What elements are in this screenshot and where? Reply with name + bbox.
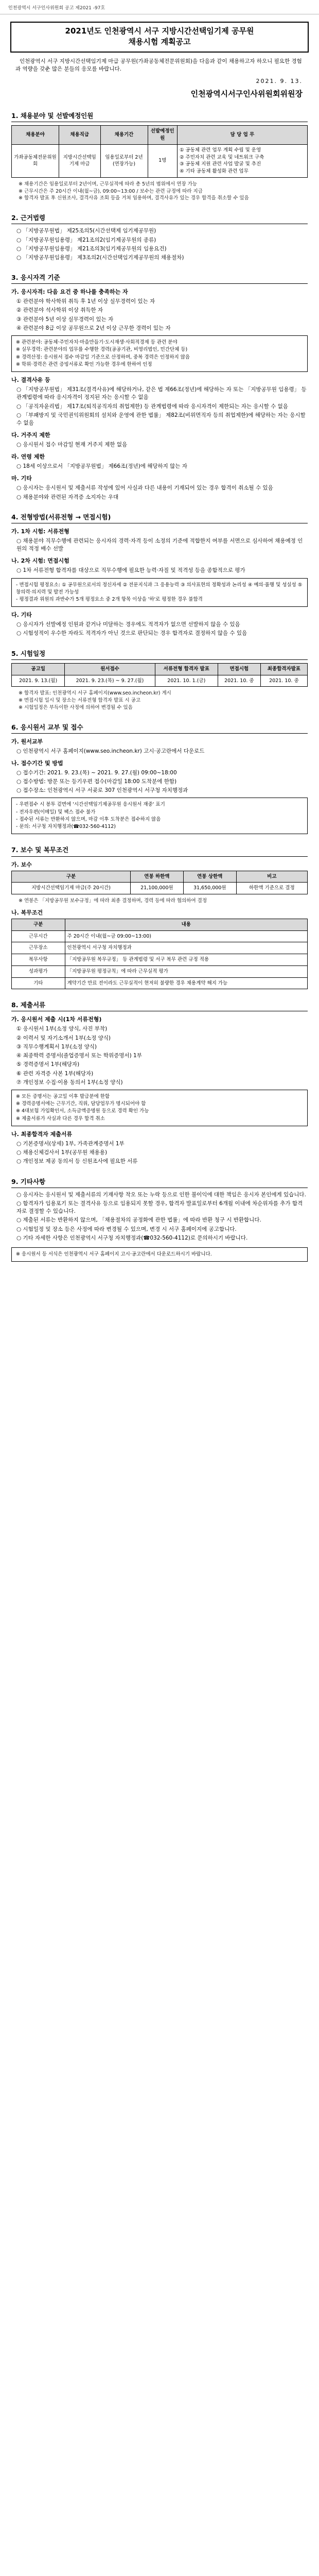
section-documents: [0, 1001, 319, 1165]
section-selection-method: [0, 513, 319, 638]
disqualification-item: ○ 「부패방지 및 국민권익위원회의 설치와 운영에 관한 법률」 제82조(비위면직자 등의 취업제한)에 해당하는 자는 응시할 수 없음: [16, 412, 306, 426]
table-header: 채용기간: [100, 126, 148, 145]
box-line: ※ 실무경력: 관련분야의 업무를 수행한 경력(공공기관, 비영리법인, 민간단체 등): [16, 347, 188, 353]
section-pay: [0, 845, 319, 989]
table-cell: 21,100,000원: [130, 883, 183, 894]
residence-item: ○ 응시원서 접수 마감일 현재 거주지 제한 없음: [16, 442, 128, 448]
box-line: ※ 4대보험 가입확인서, 소득금액증명원 등으로 경력 확인 가능: [16, 1108, 149, 1114]
duty-item: ② 주민자치 관련 교육 및 네트워크 구축: [180, 154, 264, 160]
disqualification-item: ○ 「지방공무원법」 제31조(결격사유)에 해당하거나, 같은 법 제66조(정년)에 해당하는 자 또는 「지방공무원 임용령」 등 관계법령에 따라 응시자격이 정지된 자는 응시할 수 없음: [16, 386, 307, 401]
note-line: ※ 연봉은 「지방공무원 보수규정」에 따라 최종 결정하며, 경력 등에 따라 협의하여 결정: [19, 898, 207, 904]
box-line: ※ 경력증명서에는 근무기간, 직위, 담당업무가 명시되어야 함: [16, 1101, 146, 1107]
table-cell: 성과평가: [12, 965, 65, 977]
sub-title: 나. 복무조건: [11, 909, 43, 916]
table-cell: 기타: [12, 977, 65, 989]
method-item: ○ 1차 서류전형 합격자를 대상으로 직무수행에 필요한 능력·자질 및 적격성 등을 종합적으로 평가: [16, 567, 245, 574]
box-line: ※ 관련분야: 공동체·주민자치·마을만들기·도시재생·사회적경제 등 관련 분야: [16, 340, 178, 346]
section-recruitment: [0, 111, 319, 202]
duty-item: ① 공동체 관련 업무 계획 수립 및 운영: [180, 147, 261, 153]
table-header: 최종합격자발표: [260, 663, 307, 675]
table-row: [12, 977, 308, 989]
section-title: 4. 전형방법(서류전형 → 면접시험): [11, 513, 308, 523]
table-cell: 인천광역시 서구청 자치행정과: [65, 942, 308, 954]
document-item: ④ 최종학력 증명서(졸업증명서 또는 학위증명서) 1부: [16, 1053, 142, 1059]
note-line: ※ 근무시간은 주 20시간 이내(월~금), 09:00~13:00 / 보수는 관련 규정에 따라 지급: [19, 188, 203, 194]
table-header: 비고: [236, 871, 307, 883]
application-item: ○ 접수기간: 2021. 9. 23.(목) ~ 2021. 9. 27.(월) 09:00~18:00: [16, 769, 177, 776]
law-item: ○ 「지방공무원임용령」 제21조의2(임기제공무원의 종류): [16, 236, 156, 243]
other-item: ○ 합격자가 임용포기 또는 결격사유 등으로 임용되지 못할 경우, 합격자 발표일로부터 6개월 이내에 차순위자를 추가 합격자로 결정할 수 있습니다.: [16, 1200, 303, 1215]
recruitment-table: [11, 125, 308, 178]
requirement-item: ④ 관련분야 8급 이상 공무원으로 2년 이상 근무한 경력이 있는 자: [16, 325, 171, 331]
sub-title: 나. 2차 시험: 면접시험: [11, 557, 69, 565]
sub-title: 나. 접수기간 및 방법: [11, 759, 63, 767]
section-schedule: [0, 649, 319, 711]
section-eligibility: [0, 273, 319, 501]
table-row: [12, 144, 308, 177]
document-item: ⑦ 개인정보 수집·이용 동의서 1부(소정 양식): [16, 1079, 123, 1086]
section-other: [0, 1177, 319, 1262]
final-document-item: ○ 기본증명서(상세) 1부, 가족관계증명서 1부: [16, 1140, 125, 1147]
sub-title: 라. 연령 제한: [11, 453, 45, 461]
table-cell: 2021. 10. 중: [260, 675, 307, 687]
note-line: ※ 합격자 발표 후 신원조사, 결격사유 조회 등을 거쳐 임용하며, 결격사유가 있는 경우 합격을 취소할 수 있음: [19, 195, 249, 201]
table-row: [12, 942, 308, 954]
requirement-item: ② 관련분야 석사학위 이상 취득한 자: [16, 307, 103, 314]
section-legal-basis: [0, 213, 319, 262]
table-cell: 2021. 9. 13.(월): [12, 675, 65, 687]
table-cell: 근무장소: [12, 942, 65, 954]
duties-cell: [178, 144, 308, 177]
table-cell: 임용일로부터 2년(연장가능): [100, 144, 148, 177]
law-item: ○ 「지방공무원법」 제25조의5(시간선택제 임기제공무원): [16, 228, 156, 234]
application-item: ○ 접수장소: 인천광역시 서구 서곶로 307 인천광역시 서구청 자치행정과: [16, 787, 188, 794]
table-cell: 1명: [148, 144, 178, 177]
table-cell: 지방시간선택임기제 마급: [59, 144, 101, 177]
section-title: 1. 채용분야 및 선발예정인원: [11, 111, 308, 122]
other-item: ○ 시험일정 및 장소 등은 사정에 따라 변경될 수 있으며, 변경 시 서구 홈페이지에 공고합니다.: [16, 1226, 237, 1232]
box-line: ※ 모든 증명서는 공고일 이후 발급분에 한함: [16, 1093, 110, 1099]
box-line: - 접수된 서류는 반환하지 않으며, 마감 이후 도착분은 접수하지 않음: [16, 816, 161, 822]
table-header: 구분: [12, 919, 65, 930]
table-cell: 계약기간 만료 전이라도 근무실적이 현저히 불량한 경우 채용계약 해지 가능: [65, 977, 308, 989]
table-cell: 2021. 10. 1.(금): [155, 675, 218, 687]
box-line: - 평정결과 위원의 과반수가 5개 평정요소 중 2개 항목 이상을 '하'로 평정한 경우 불합격: [16, 597, 203, 602]
box-line: ※ 경력산정: 응시원서 접수 마감일 기준으로 산정하며, 중복 경력은 인정하지 않음: [16, 354, 190, 360]
section-title: 9. 기타사항: [11, 1177, 308, 1188]
notice-number: 인천광역시 서구인사위원회 공고 제2021 -97호: [0, 0, 319, 14]
table-cell: 가좌공동체전문위원회: [12, 144, 59, 177]
notice-title-line2: 채용시험 계획공고: [128, 37, 191, 47]
box-line: ※ 제출서류가 사실과 다른 경우 합격 취소: [16, 1115, 105, 1122]
section-application: [0, 723, 319, 835]
sub-title: 가. 1차 시험: 서류전형: [11, 528, 69, 535]
table-header: 서류전형 합격자 발표: [155, 663, 218, 675]
table-cell: 복무사항: [12, 954, 65, 966]
sub-title: 다. 거주지 제한: [11, 432, 50, 439]
table-header: 선발예정인원: [148, 126, 178, 145]
sub-title: 다. 기타: [11, 612, 32, 619]
table-row: [12, 930, 308, 942]
notice-title-line1: 2021년도 인천광역시 서구 지방시간선택임기제 공무원: [65, 26, 254, 36]
table-cell: 2021. 9. 23.(목) ~ 9. 27.(월): [65, 675, 155, 687]
notice-date: 2021. 9. 13.: [256, 78, 303, 85]
law-item: ○ 「지방공무원임용령」 제21조의3(임기제공무원의 임용요건): [16, 245, 167, 252]
duty-item: ③ 공동체 지원 관련 사업 발굴 및 추진: [180, 161, 261, 167]
section-title: 6. 응시원서 교부 및 접수: [11, 723, 308, 734]
application-notes-box: [11, 798, 308, 834]
table-cell: 「지방공무원 복무규정」 등 관계법령 및 서구 복무 관련 규정 적용: [65, 954, 308, 966]
requirement-item: ① 관련분야 학사학위 취득 후 1년 이상 실무경력이 있는 자: [16, 298, 155, 305]
table-cell: 근무시간: [12, 930, 65, 942]
box-line: - 면접시험 평정요소: ① 공무원으로서의 정신자세 ② 전문지식과 그 응용능력 ③ 의사표현의 정확성과 논리성 ④ 예의·품행 및 성실성 ⑤ 창의력·의지력 및 발전 가능성: [16, 582, 303, 595]
requirement-notes-box: [11, 335, 308, 372]
note-line: ※ 합격자 발표: 인천광역시 서구 홈페이지(www.seo.incheon.kr) 게시: [19, 690, 171, 697]
sub-title: 가. 보수: [11, 861, 32, 868]
note-line: ※ 시험일정은 부득이한 사정에 의하여 변경될 수 있음: [19, 704, 133, 710]
sub-title: 나. 최종합격자 제출서류: [11, 1130, 73, 1138]
table-header: 담 당 업 무: [178, 126, 308, 145]
sub-title: 마. 기타: [11, 475, 32, 482]
application-item: ○ 인천광역시 서구 홈페이지(www.seo.incheon.kr) 고시·공고란에서 다운로드: [16, 748, 205, 754]
note-line: ※ 채용기간은 임용일로부터 2년이며, 근무실적에 따라 총 5년의 범위에서 연장 가능: [19, 181, 197, 187]
table-header: 연봉 상한액: [183, 871, 236, 883]
closing-line: ※ 응시원서 등 서식은 인천광역시 서구 홈페이지 고시·공고란에서 다운로드하시기 바랍니다.: [16, 1251, 212, 1257]
document-item: ⑥ 관련 자격증 사본 1부(해당자): [16, 1070, 94, 1077]
table-cell: 지방시간선택임기제 마급(주 20시간): [12, 883, 131, 894]
table-header: 채용분야: [12, 126, 59, 145]
etc-item: ○ 채용분야와 관련된 자격증 소지자는 우대: [16, 494, 119, 500]
other-item: ○ 응시자는 응시원서 및 제출서류의 기재사항 착오 또는 누락 등으로 인한 불이익에 대한 책임은 응시자 본인에게 있습니다.: [16, 1191, 306, 1198]
notice-title-box: [10, 22, 309, 53]
sub-title: 나. 결격사유 등: [11, 377, 50, 384]
interview-criteria-box: [11, 578, 308, 607]
sub-title: 가. 응시자격: 다음 요건 중 하나를 충족하는 자: [11, 289, 128, 296]
notice-signer: 인천광역시서구인사위원회위원장: [190, 89, 303, 99]
table-header: 연봉 하한액: [130, 871, 183, 883]
etc-item: ○ 응시자는 응시원서 및 제출서류 작성에 있어 사실과 다른 내용이 기재되어 있는 경우 합격이 취소될 수 있음: [16, 485, 273, 492]
disqualification-item: ○ 「공직자윤리법」 제17조(퇴직공직자의 취업제한) 등 관계법령에 따라 응시자격이 제한되는 자는 응시할 수 없음: [16, 403, 288, 410]
document-item: ③ 직무수행계획서 1부(소정 양식): [16, 1043, 97, 1050]
sub-title: 가. 응시원서 제출 시(1차 서류전형): [11, 1016, 102, 1023]
sub-title: 가. 원서교부: [11, 738, 43, 745]
method-item: ○ 채용분야 직무수행에 관련되는 응시자의 경력·자격 등이 소정의 기준에 적합한지 여부를 서면으로 심사하여 채용예정 인원의 적정 배수 선발: [16, 537, 303, 552]
document-notes-box: [11, 1090, 308, 1126]
duty-item: ④ 기타 공동체 활성화 관련 업무: [180, 168, 249, 175]
other-item: ○ 기타 자세한 사항은 인천광역시 서구청 자치행정과(☎032-560-4112)로 문의하시기 바랍니다.: [16, 1234, 248, 1241]
table-header: 구분: [12, 871, 131, 883]
document-item: ① 응시원서 1부(소정 양식, 사진 부착): [16, 1026, 108, 1032]
method-item: ○ 응시자가 선발예정 인원과 같거나 미달하는 경우에도 적격자가 없으면 선발하지 않을 수 있음: [16, 621, 240, 628]
closing-box: [11, 1247, 308, 1262]
note-line: ※ 면접시험 일시 및 장소는 서류전형 합격자 발표 시 공고: [19, 698, 141, 704]
box-line: - 우편접수 시 봉투 겉면에 '시간선택임기제공무원 응시원서 재중' 표기: [16, 802, 165, 808]
section-title: 2. 근거법령: [11, 213, 308, 224]
table-header: 공고일: [12, 663, 65, 675]
pay-table: [11, 871, 308, 895]
document-item: ② 이력서 및 자기소개서 1부(소정 양식): [16, 1035, 111, 1041]
section-title: 3. 응시자격 기준: [11, 273, 308, 284]
other-item: ○ 제출된 서류는 반환하지 않으며, 「채용절차의 공정화에 관한 법률」에 따라 반환 청구 시 반환합니다.: [16, 1217, 261, 1224]
box-line: - 전자우편(이메일) 및 팩스 접수 불가: [16, 809, 96, 815]
application-item: ○ 접수방법: 방문 또는 등기우편 접수(마감일 18:00 도착분에 한함): [16, 778, 177, 785]
schedule-table: [11, 663, 308, 687]
box-line: - 문의: 서구청 자치행정과(☎032-560-4112): [16, 824, 116, 830]
section-title: 5. 시험일정: [11, 649, 308, 660]
intro-paragraph: 인천광역시 서구 지방시간선택임기제 마급 공무원(가좌공동체전문위원회)을 다음과 같이 채용하고자 하오니 필요한 경험과 역량을 갖춘 많은 분들의 응모를 바랍니다.: [15, 58, 302, 73]
final-document-item: ○ 채용신체검사서 1부(공무원 채용용): [16, 1149, 108, 1156]
table-cell: 하한액 기준으로 결정: [236, 883, 307, 894]
table-row: [12, 954, 308, 966]
law-item: ○ 「지방공무원임용령」 제3조의2(시간선택임기제공무원의 채용절차): [16, 254, 184, 261]
table-row: [12, 965, 308, 977]
final-document-item: ○ 개인정보 제공 동의서 등 신원조사에 필요한 서류: [16, 1158, 138, 1165]
table-header: 채용직급: [59, 126, 101, 145]
section-title: 7. 보수 및 복무조건: [11, 845, 308, 856]
table-row: [12, 883, 308, 894]
table-cell: 31,650,000원: [183, 883, 236, 894]
table-row: [12, 675, 308, 687]
conditions-table: [11, 919, 308, 990]
section-title: 8. 제출서류: [11, 1001, 308, 1011]
document-item: ⑤ 경력증명서 1부(해당자): [16, 1061, 80, 1068]
box-line: ※ 학위·경력은 관련 증빙서류로 확인 가능한 경우에 한하여 인정: [16, 361, 152, 367]
table-header: 원서접수: [65, 663, 155, 675]
method-item: ○ 시험성적이 우수한 자라도 적격자가 아닌 것으로 판단되는 경우 합격자로 결정하지 않을 수 있음: [16, 630, 247, 637]
table-header: 면접시험: [218, 663, 260, 675]
table-cell: 주 20시간 이내(월~금 09:00~13:00): [65, 930, 308, 942]
table-cell: 2021. 10. 중: [218, 675, 260, 687]
requirement-item: ③ 관련분야 5년 이상 실무경력이 있는 자: [16, 316, 114, 323]
age-item: ○ 18세 이상으로서 「지방공무원법」 제66조(정년)에 해당하지 않는 자: [16, 463, 187, 470]
table-cell: 「지방공무원 평정규칙」에 따라 근무실적 평가: [65, 965, 308, 977]
table-header: 내용: [65, 919, 308, 930]
